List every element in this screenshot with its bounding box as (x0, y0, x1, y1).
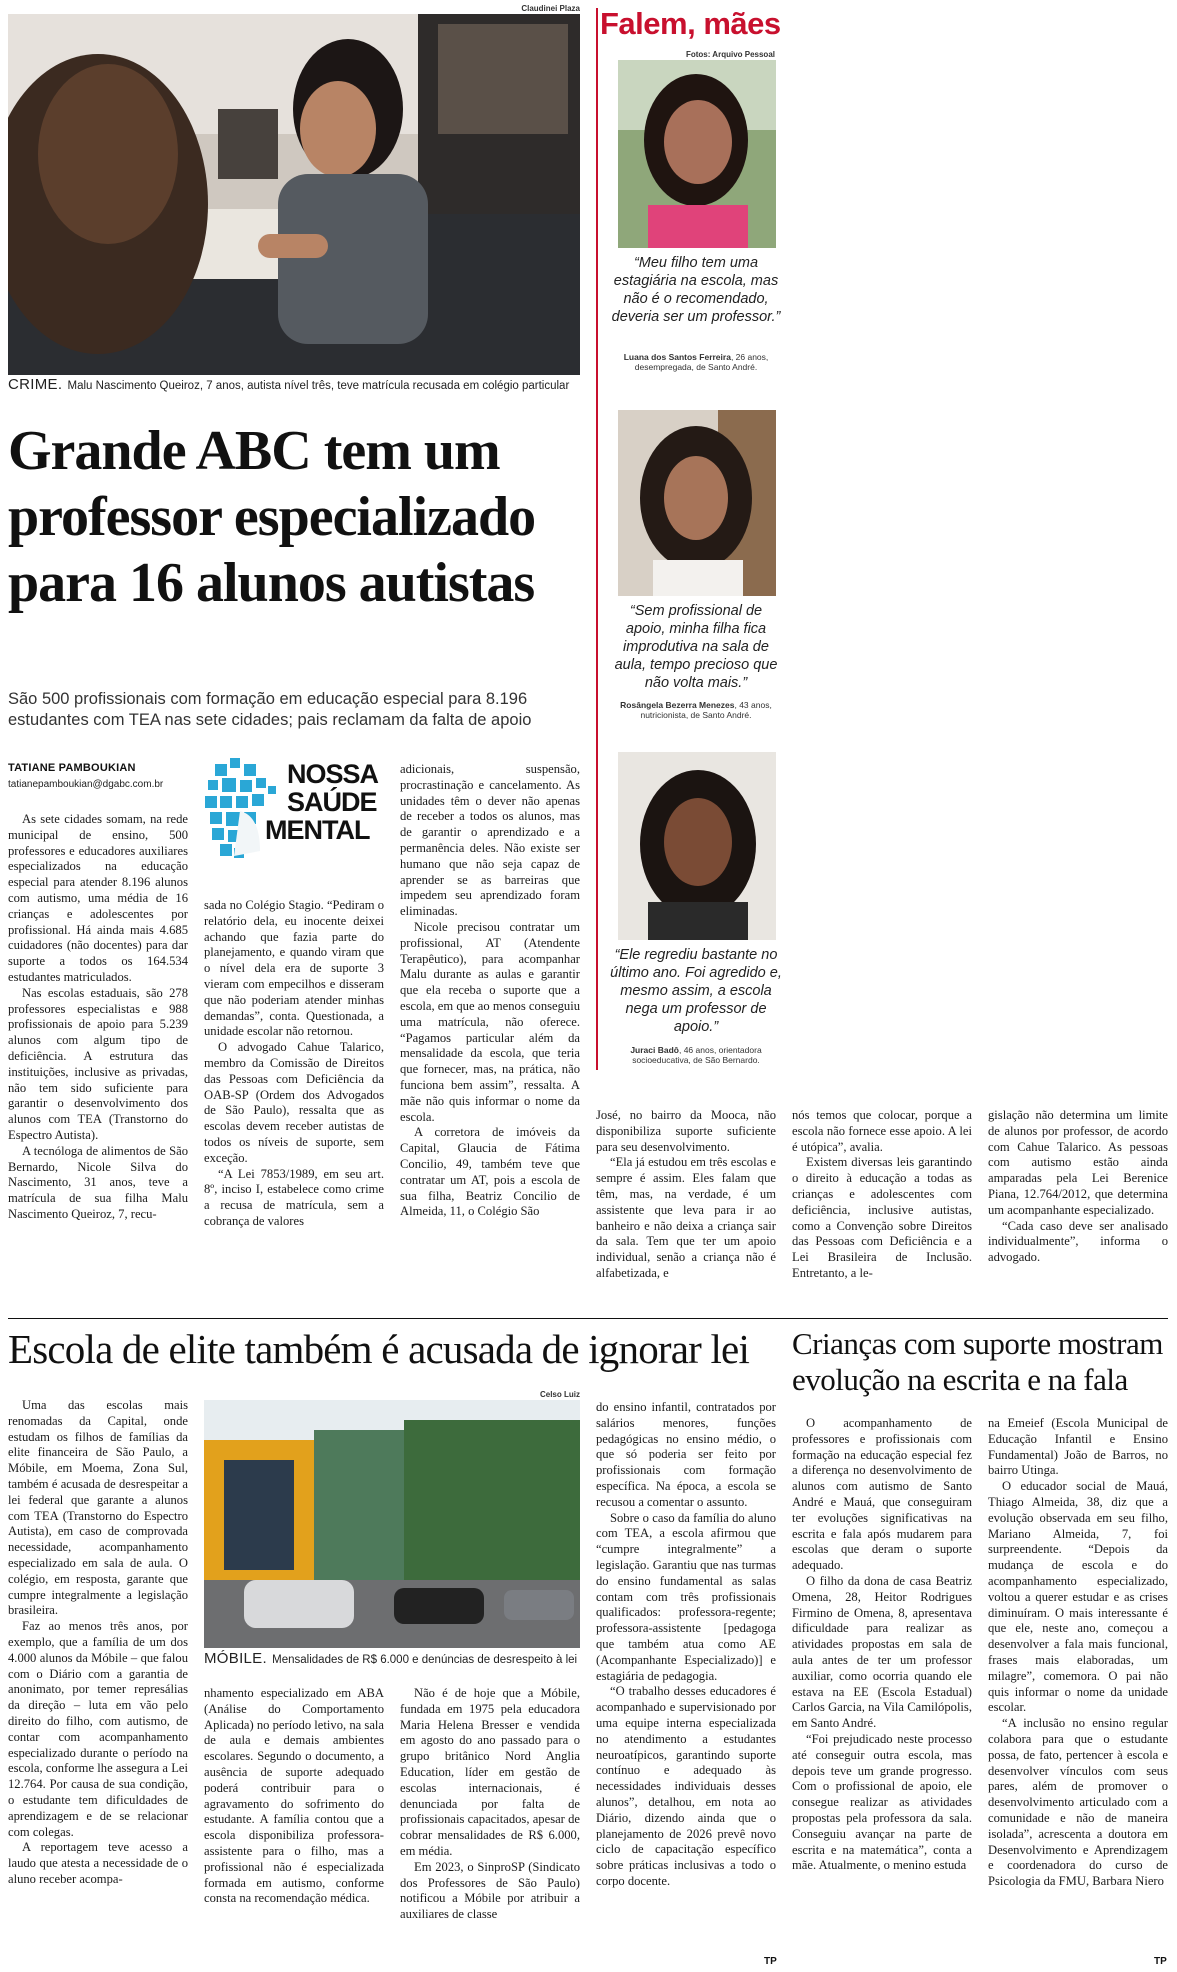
quote-text: “Ele regrediu bastante no último ano. Foi agredido e, mesmo assim, a escola nega um professor de apoio.” (610, 947, 782, 1035)
paragraph: “O trabalho desses educadores é acompanhado e supervisionado por uma equipe interna especializada no atendimento a estudantes neuroatípicos, garantindo suporte contínuo e adequado às necessidades individuais desses alunos”, detalhou, em nota ao Diário, dizendo ainda que o planejamento de 2026 prevê novo ciclo de capacitação específico sobre práticas inclusivas a todo o corpo docente. (596, 1684, 776, 1888)
paragraph: Faz ao menos três anos, por exemplo, que a família de um dos 4.000 alunos da Móbile – que falou com o Diário com a garantia de anonimato, por temer represálias da direção – luta em vão pelo direito do filho, com autismo, de contar com acompanhamento especializado durante o período na escola, conforme lhe assegura a Lei 12.764. Por causa de sua condição, o estudante tem dificuldades de aprendizagem e de se relacionar com colegas. (8, 1619, 188, 1839)
sidebar-photo-credit: Fotos: Arquivo Pessoal (685, 50, 775, 59)
caption-text: Malu Nascimento Queiroz, 7 anos, autista nível três, teve matrícula recusada em colégio particular (67, 380, 570, 392)
main-photo-caption (8, 378, 580, 393)
article2-col2 (204, 1686, 384, 1907)
caption-keyword: MÓBILE. (204, 1650, 267, 1667)
subhead-line: estudantes com TEA nas sete cidades; pais reclamam da falta de apoio (8, 711, 532, 729)
quote-attribution (610, 352, 782, 372)
article2-col4 (596, 1400, 776, 1890)
article3-headline (792, 1326, 1172, 1398)
mother-photo (618, 60, 776, 248)
paragraph: “A Lei 7853/1989, em seu art. 8º, inciso I, estabelece como crime a recusa de matrícula, sem a cobrança de valores (204, 1166, 384, 1228)
paragraph: O acompanhamento de professores e profissionais com formação na educação especial fez a diferença no desenvolvimento de alunos com autismo de Santo André e Mauá, que conseguiram ter evoluções significativas na escrita e fala após mudarem para escolas que deram o suporte adequado. (792, 1416, 972, 1573)
paragraph: sada no Colégio Stagio. “Pediram o relatório dela, eu inocente deixei achando que fazia parte do planejamento, e quando viram que o nível dela era de suporte 3 vieram com empecilhos e disseram que não poderiam atender minhas demandas”, conta. Questionada, a unidade escolar não retornou. (204, 898, 384, 1039)
quote-attribution (610, 1045, 782, 1065)
paragraph: gislação não determina um limite de alunos por professor, de acordo com Cahue Talarico. As pessoas com autismo estão ainda amparadas pela Lei Berenice Piana, 12.764/2012, que determina um acompanhante especializado. (988, 1108, 1168, 1217)
paragraph: Existem diversas leis garantindo o direito à educação a todas as crianças e adolescentes com deficiência, inclusive autistas, como a Convenção sobre Direitos das Pessoas com Deficiência e a Lei Brasileira de Inclusão. Entretanto, a le- (792, 1155, 972, 1280)
logo-line: NOSSA (287, 759, 379, 789)
paragraph: “A inclusão no ensino regular colabora para que o estudante possa, de fato, pertencer à escola e desenvolver vínculos com seus pares, além de promover o desenvolvimento articulado com a comunidade e não de maneira isolada”, acrescenta a doutora em Desenvolvimento e Aprendizagem e coordenadora do curso de Psicologia da FMU, Barbara Niero (988, 1716, 1168, 1889)
paragraph: O educador social de Mauá, Thiago Almeida, 38, diz que a evolução observada em seu filho, Mariano Almeida, 7, foi surpreendente. “Depois da mudança de escola e do acompanhamento especializado, voltou a querer estudar e as crises diminuíram. O mais interessante é que ele, neste ano, começou a desenvolver a fala mais funcional, frases mais elaboradas, um milagre”, comemora. O pai não quis informar o nome da unidade escolar. (988, 1479, 1168, 1715)
sidebar-divider (596, 8, 598, 1070)
sidebar-title: Falem, mães (600, 6, 781, 41)
paragraph: nós temos que colocar, porque a escola não fornece esse apoio. A lei é utópica”, avalia. (792, 1108, 972, 1154)
paragraph: na Emeief (Escola Municipal de Educação Infantil e Ensino Fundamental) João de Barros, no bairro Utinga. (988, 1416, 1168, 1478)
quote-name: Juraci Badô (630, 1045, 679, 1055)
article2-tp: TP (764, 1956, 777, 1967)
quote-name: Luana dos Santos Ferreira (623, 352, 731, 362)
subhead (8, 689, 588, 731)
article1-col6 (988, 1108, 1168, 1266)
photo-credit: Claudinei Plaza (521, 4, 580, 13)
headline-line: para 16 alunos autistas (8, 552, 535, 614)
main-photo (8, 14, 580, 375)
paragraph: O filho da dona de casa Beatriz Omena, 28, Heitor Rodrigues Firmino de Omena, 8, apresentava dificuldade para realizar as atividades propostas em sala de aula antes de ter um professor auxiliar, como ocorria quando ele estava na EE (Escola Estadual) Carlos Garcia, na Vila Camilópolis, em Santo André. (792, 1573, 972, 1731)
paragraph: “Ela já estudou em três escolas e sempre é assim. Eles falam que têm, mas, na verdade, é um assistente que leva para ir ao banheiro e não deixa a criança sair da sala. Tem que ter um apoio individual, senão a criança não é alfabetizada, e (596, 1155, 776, 1280)
article1-col2 (204, 898, 384, 1230)
logo-line: SAÚDE (287, 787, 377, 817)
quote-desc: , 46 anos, orientadora socioeducativa, de São Bernardo. (632, 1045, 762, 1065)
mother-photo (618, 752, 776, 940)
article2-col3 (400, 1686, 580, 1923)
article1-col5 (792, 1108, 972, 1282)
paragraph: O advogado Cahue Talarico, membro da Comissão de Direitos das Pessoas com Deficiência da OAB-SP (Ordem dos Advogados de São Paulo), ressalta que as escolas devem receber autistas de todos os níveis de suporte, sem exceção. (204, 1040, 384, 1165)
paragraph: José, no bairro da Mooca, não disponibiliza suporte suficiente para seu desenvolvimento. (596, 1108, 776, 1154)
paragraph: A reportagem teve acesso a laudo que atesta a necessidade de o aluno receber acompa- (8, 1840, 188, 1886)
headline-line: Crianças com suporte mostram (792, 1326, 1163, 1361)
article2-headline: Escola de elite também é acusada de ignorar lei (8, 1326, 750, 1372)
paragraph: adicionais, suspensão, procrastinação e cancelamento. As unidades têm o dever não apenas de receber a todos os alunos, mas de garantir o aprendizado e a permanência deles. Não existe ser humano que não seja capaz de aprender se as barreiras que impedem seu aprendizado foram eliminadas. (400, 762, 580, 919)
paragraph: “Cada caso deve ser analisado individualmente”, informa o advogado. (988, 1218, 1168, 1265)
main-photo-illustration (8, 14, 580, 375)
byline-author: TATIANE PAMBOUKIAN (8, 762, 136, 774)
headline-line: evolução na escrita e na fala (792, 1362, 1128, 1397)
quote-desc: , 43 anos, nutricionista, de Santo André. (640, 700, 772, 720)
article3-col1 (792, 1416, 972, 1874)
logo-line: MENTAL (265, 815, 370, 845)
nossa-saude-mental-logo (200, 756, 379, 874)
subhead-line: São 500 profissionais com formação em educação especial para 8.196 (8, 690, 528, 708)
portrait-image (618, 410, 776, 596)
quote-desc: , 26 anos, desempregada, de Santo André. (634, 352, 769, 372)
mother-photo (618, 410, 776, 596)
article2-photo-caption (204, 1652, 580, 1667)
quote-attribution (610, 700, 782, 720)
quote-name: Rosângela Bezerra Menezes (620, 700, 735, 710)
article3-tp: TP (1154, 1956, 1167, 1967)
headline-line: professor especializado (8, 486, 536, 548)
headline (8, 418, 588, 616)
paragraph: do ensino infantil, contratados por salários menores, funções pedagógicas no ensino médio, o que só poderia ser feito por profissionais com formação específica. Na época, a escola se recusou a comentar o assunto. (596, 1400, 776, 1509)
caption-keyword: CRIME. (8, 376, 63, 393)
quote-text: “Meu filho tem uma estagiária na escola, mas não é o recomendado, deveria ser um professor.” (611, 255, 781, 325)
paragraph: Nicole precisou contratar um profissional, AT (Atendente Terapêutico), para acompanhar Malu durante as aulas e garantir que ela receba o suporte que a escola, em que ao menos conseguiu uma matrícula, não oferece. “Pagamos particular além da mensalidade da escola, que teria que fornecer, mas, na prática, não funciona bem assim”, ressalta. A mãe não quis informar o nome da escola. (400, 919, 580, 1124)
quote-text: “Sem profissional de apoio, minha filha fica improdutiva na sala de aula, tempo precioso que não volta mais.” (614, 603, 778, 691)
school-building-image (204, 1400, 580, 1648)
article2-col1 (8, 1398, 188, 1888)
portrait-image (618, 60, 776, 248)
section-rule (8, 1318, 1168, 1319)
article1-col1 (8, 812, 188, 1223)
logo-text (265, 760, 378, 844)
headline-line: Grande ABC tem um (8, 420, 500, 482)
paragraph: Não é de hoje que a Móbile, fundada em 1975 pela educadora Maria Helena Bresser e vendida em agosto do ano passado para o grupo britânico Nord Anglia Education, líder em gestão de escolas internacionais, é denunciada por falta de profissionais capacitados, apesar de cobrar mensalidades de R$ 6.000, em média. (400, 1686, 580, 1858)
paragraph: As sete cidades somam, na rede municipal de ensino, 500 professores e educadores auxiliares especializados na educação especial para atender 8.196 alunos com autismo, uma média de 16 crianças e adolescentes por profissional. Há ainda mais 4.685 cuidadores (não docentes) para dar suporte a todos os 164.534 estudantes matriculados. (8, 812, 188, 984)
paragraph: nhamento especializado em ABA (Análise do Comportamento Aplicada) no período letivo, na sala de aula e demais ambientes escolares. Segundo o documento, a ausência de suporte adequado poderá contribuir para o agravamento do sofrimento do estudante. A família contou que a escola disponibiliza professora-assistente para o filho, mas a profissional não é especializada formada em autismo, conforme consta na recomendação médica. (204, 1686, 384, 1906)
byline-email: tatianepamboukian@dgabc.com.br (8, 779, 164, 790)
article2-photo (204, 1400, 580, 1648)
paragraph: Sobre o caso da família do aluno com TEA, a escola afirmou que “cumpre integralmente” a legislação. Garantiu que nas turmas do ensino fundamental as salas contam com três profissionais qualificados: professora-regente; professora-assistente [pedagoga que também atua como AE (Acompanhante Especializado)] e estagiária de pedagogia. (596, 1510, 776, 1683)
photo-credit: Celso Luiz (539, 1390, 580, 1399)
caption-text: Mensalidades de R$ 6.000 e denúncias de desrespeito à lei (272, 1654, 578, 1666)
article3-col2 (988, 1416, 1168, 1890)
portrait-image (618, 752, 776, 940)
article1-col4 (596, 1108, 776, 1282)
paragraph: “Foi prejudicado neste processo até conseguir outra escola, mas depois teve um grande progresso. Com o profissional de apoio, ele consegue realizar as atividades propostas pela professora da sala. Conseguiu avançar na parte de escrita e na matemática”, conta a mãe. Atualmente, o menino estuda (792, 1731, 972, 1873)
paragraph: Em 2023, o SinproSP (Sindicato dos Professores de São Paulo) notificou a Móbile por atribuir a auxiliares de classe (400, 1859, 580, 1922)
paragraph: A corretora de imóveis da Capital, Glaucia de Fátima Concilio, 49, também teve que contratar um AT, pois a escola de sua filha, Beatriz Concilio de Almeida, 11, o Colégio São (400, 1125, 580, 1219)
paragraph: A tecnóloga de alimentos de São Bernardo, Nicole Silva do Nascimento, 31 anos, teve a matrícula de sua filha Malu Nascimento Queiroz, 7, recu- (8, 1143, 188, 1221)
paragraph: Nas escolas estaduais, são 278 professores especialistas e 988 profissionais de apoio para 5.239 alunos com algum tipo de deficiência. A estrutura das instituições, inclusive as privadas, não tem sido suficiente para garantir o desenvolvimento dos alunos com TEA (Transtorno do Espectro Autista). (8, 985, 188, 1142)
article1-col3 (400, 762, 580, 1220)
paragraph: Uma das escolas mais renomadas da Capital, onde estudam os filhos de famílias da elite financeira de São Paulo, a Móbile, em Moema, Zona Sul, também é acusada de desrespeitar a lei federal que garante a alunos com TEA (Transtorno do Espectro Autista), em caso de comprovada necessidade, acompanhamento especializado em sala de aula. O colégio, em resposta, garante que cumpre integralmente a legislação brasileira. (8, 1398, 188, 1618)
